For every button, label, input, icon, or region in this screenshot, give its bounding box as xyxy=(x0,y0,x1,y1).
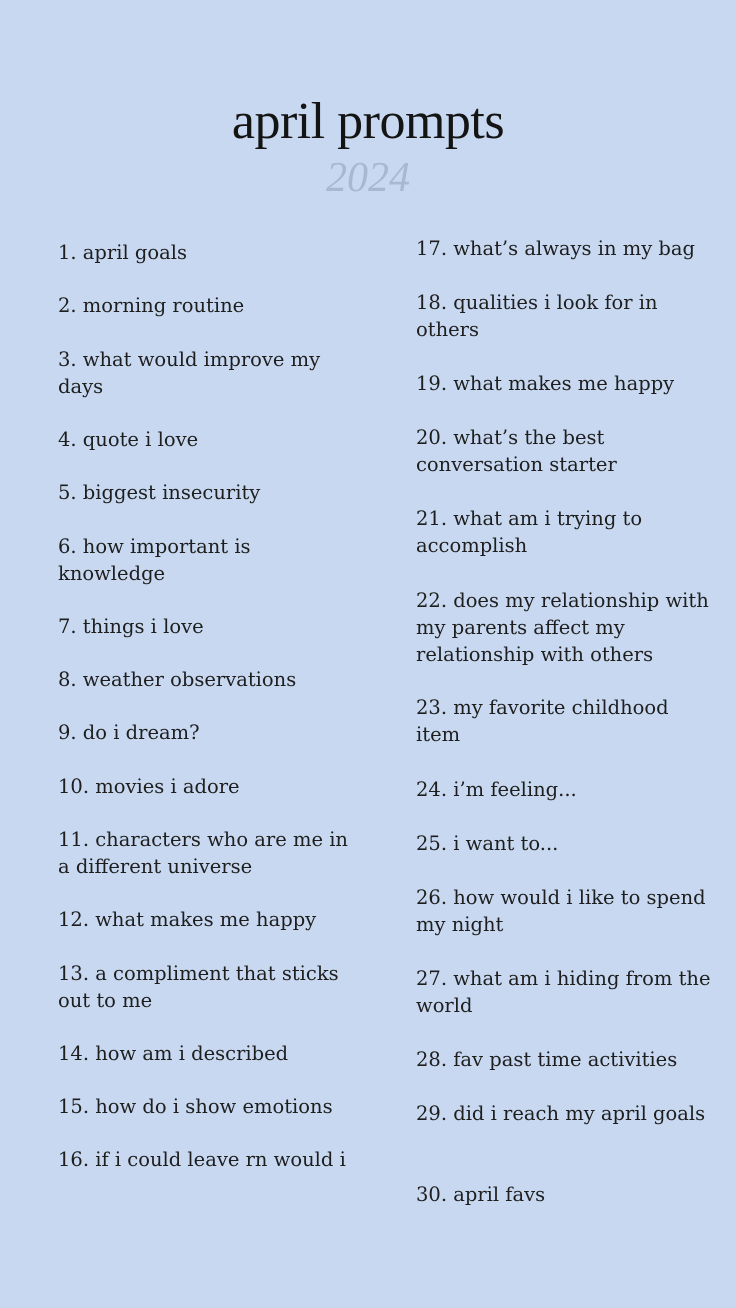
prompt-item: 20. what’s the best conversation starter xyxy=(416,426,617,476)
prompt-item: 27. what am i hiding from the world xyxy=(416,967,711,1017)
prompt-item: 30. april favs xyxy=(416,1183,546,1206)
prompt-item: 10. movies i adore xyxy=(58,775,240,798)
prompt-item: 3. what would improve my days xyxy=(58,348,321,398)
page-title: april prompts xyxy=(231,93,505,150)
prompt-item: 22. does my relationship with my parents affect my relationship with others xyxy=(416,589,709,666)
prompt-item: 28. fav past time activities xyxy=(416,1048,678,1071)
prompt-item: 14. how am i described xyxy=(58,1042,289,1065)
prompt-item: 4. quote i love xyxy=(58,428,199,451)
prompt-item: 19. what makes me happy xyxy=(416,372,675,395)
prompt-item: 18. qualities i look for in others xyxy=(416,291,658,341)
prompt-item: 23. my favorite childhood item xyxy=(416,696,669,746)
prompt-item: 12. what makes me happy xyxy=(58,908,317,931)
prompt-item: 11. characters who are me in a different universe xyxy=(58,828,348,878)
prompt-item: 17. what’s always in my bag xyxy=(416,237,696,260)
prompt-item: 15. how do i show emotions xyxy=(58,1095,333,1118)
prompt-item: 24. i’m feeling... xyxy=(416,778,577,801)
prompt-item: 2. morning routine xyxy=(58,294,245,317)
prompt-item: 6. how important is knowledge xyxy=(58,535,251,585)
prompt-item: 13. a compliment that sticks out to me xyxy=(58,962,339,1012)
prompt-item: 26. how would i like to spend my night xyxy=(416,886,706,936)
prompt-item: 5. biggest insecurity xyxy=(58,481,261,504)
prompt-item: 8. weather observations xyxy=(58,668,297,691)
prompt-item: 21. what am i trying to accomplish xyxy=(416,507,643,557)
year-subtitle: 2024 xyxy=(326,155,410,201)
prompt-item: 1. april goals xyxy=(58,241,187,264)
prompt-item: 25. i want to... xyxy=(416,832,559,855)
prompt-item: 16. if i could leave rn would i xyxy=(58,1148,346,1171)
prompt-item: 7. things i love xyxy=(58,615,204,638)
prompt-item: 29. did i reach my april goals xyxy=(416,1102,706,1125)
prompt-item: 9. do i dream? xyxy=(58,721,200,744)
